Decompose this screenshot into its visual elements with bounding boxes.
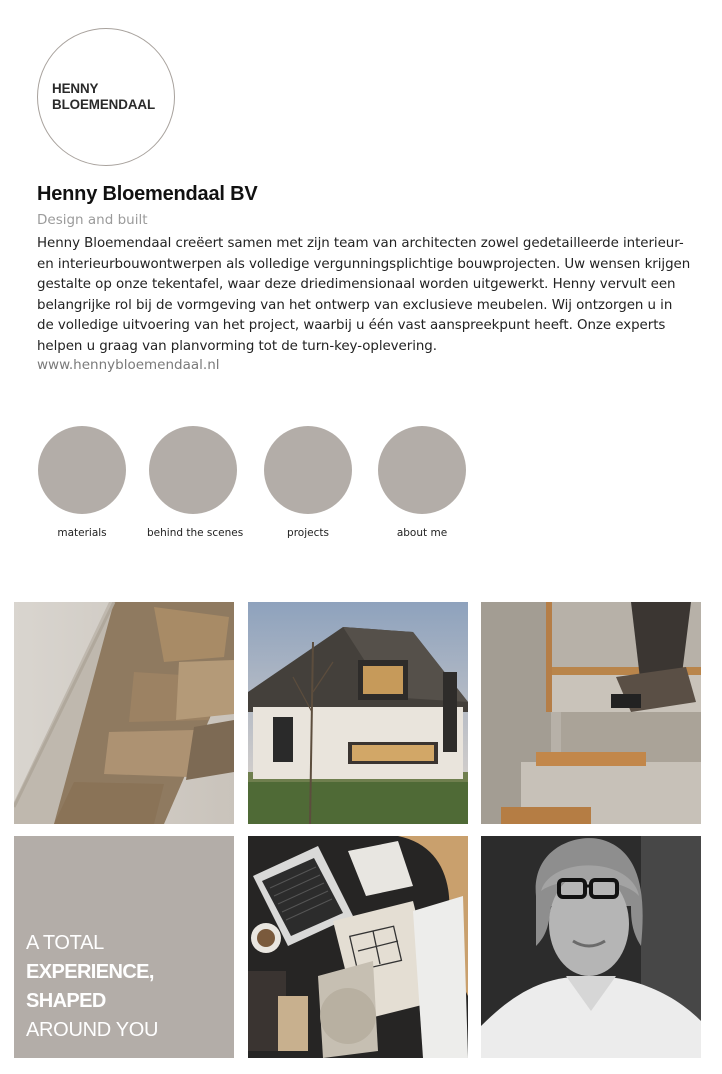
highlight-cover[interactable] — [264, 426, 352, 514]
post-stone-wall[interactable] — [14, 602, 234, 824]
post-portrait[interactable] — [481, 836, 701, 1058]
highlight-projects[interactable] — [262, 426, 354, 539]
brand-logo — [52, 81, 155, 113]
highlight-label: about me — [396, 527, 448, 539]
logo-line-2: BLOEMENDAAL — [52, 97, 156, 112]
tile-headline — [26, 929, 158, 1045]
post-text-tile[interactable] — [14, 836, 234, 1058]
tile-line-4: AROUND YOU — [26, 1019, 159, 1041]
tile-line-1: A TOTAL — [26, 932, 104, 954]
highlight-label: projects — [287, 527, 329, 539]
stairs-photo — [481, 602, 701, 824]
highlight-cover[interactable] — [38, 426, 126, 514]
logo-line-1: HENNY — [52, 81, 99, 96]
profile-name: Henny Bloemendaal BV — [37, 183, 258, 205]
profile-avatar[interactable] — [37, 28, 175, 166]
highlight-materials[interactable] — [36, 426, 128, 539]
highlight-label: behind the scenes — [147, 527, 244, 539]
post-thatched-house[interactable] — [248, 602, 468, 824]
tile-line-2: EXPERIENCE, — [26, 961, 154, 983]
thatched-house-photo — [248, 602, 468, 824]
highlight-cover[interactable] — [378, 426, 466, 514]
highlight-behind-the-scenes[interactable] — [147, 426, 244, 539]
stone-wall-photo — [14, 602, 234, 824]
post-design-desk[interactable] — [248, 836, 468, 1058]
profile-bio: Henny Bloemendaal creëert samen met zijn team van architecten zowel gedetailleerde interieur- en interieurbouwontwerpen als volledige vergunningsplichtige bouwprojecten. Uw wensen krijgen gestalte op onze tekentafel, waar deze driedimensionaal worden uitgewerkt. Henny vervult een belangrijke rol bij de vormgeving van het ontwerp van exclusieve meubelen. Wij ontzorgen u in de volledige uitvoering van het project, waarbij u één vast aanspreekpunt heeft. Onze experts helpen u graag van planvorming tot de turn-key-oplevering. — [37, 236, 691, 354]
profile-category: Design and built — [37, 212, 148, 228]
highlight-about-me[interactable] — [376, 426, 468, 539]
highlight-label: materials — [57, 527, 107, 539]
highlight-cover[interactable] — [149, 426, 237, 514]
post-stairs[interactable] — [481, 602, 701, 824]
design-desk-photo — [248, 836, 468, 1058]
portrait-photo — [481, 836, 701, 1058]
tile-line-3: SHAPED — [26, 990, 106, 1012]
website-link[interactable]: www.hennybloemendaal.nl — [37, 357, 220, 373]
